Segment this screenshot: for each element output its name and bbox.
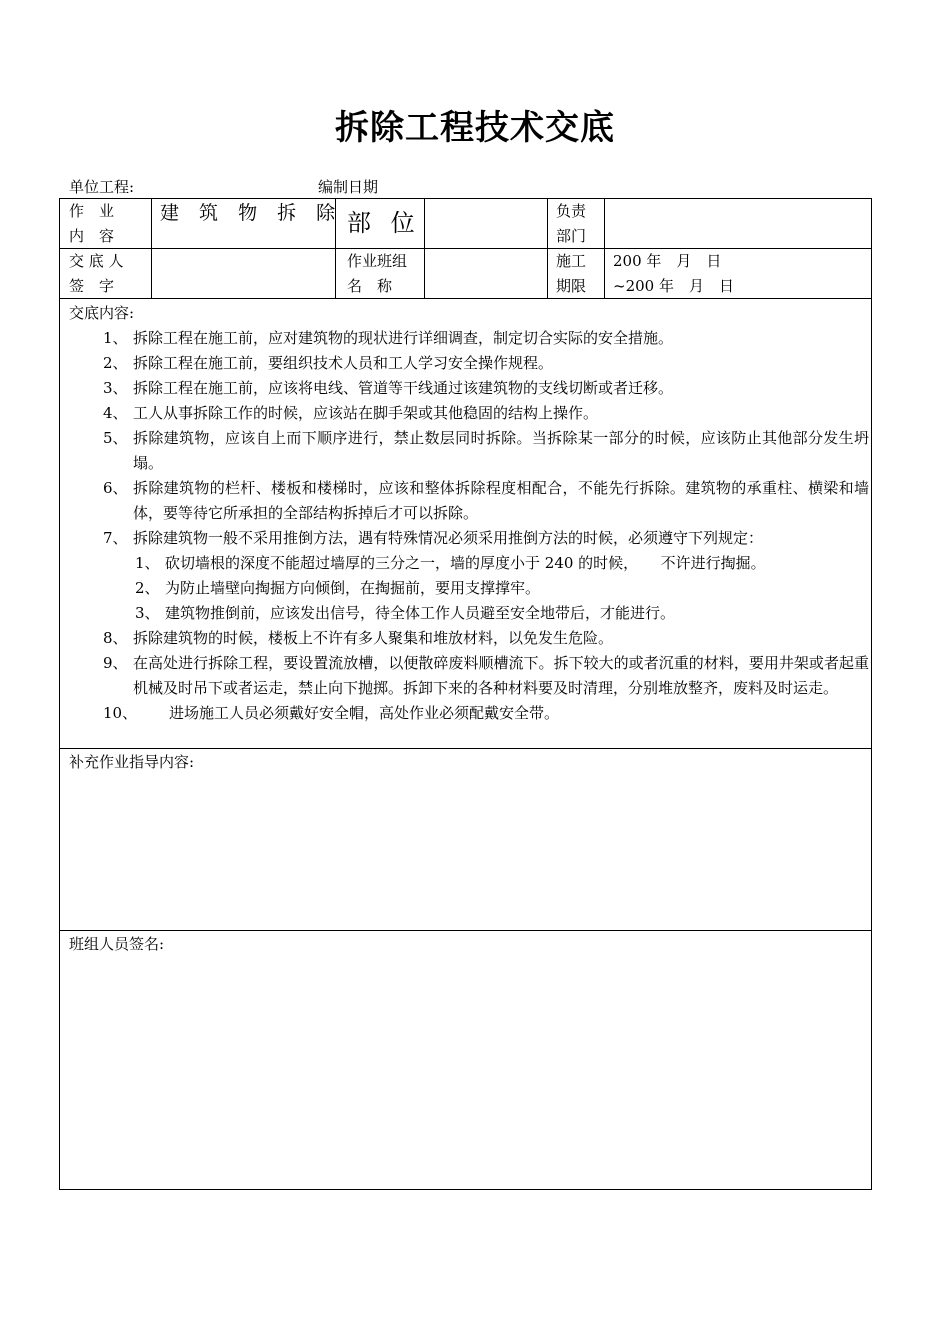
list-item: 3、 拆除工程在施工前，应该将电线、管道等干线通过该建筑物的支线切断或者迁移。	[103, 379, 674, 397]
document-title: 拆除工程技术交底	[335, 108, 615, 148]
list-item: 10、 进场施工人员必须戴好安全帽，高处作业必须配戴安全带。	[103, 704, 560, 722]
list-item: 1、 拆除工程在施工前，应对建筑物的现状进行详细调查，制定切合实际的安全措施。	[103, 329, 674, 347]
col-divider-4	[547, 198, 548, 298]
briefing-content-label: 交底内容:	[69, 304, 135, 322]
col-divider-3	[424, 198, 425, 298]
briefer-signature-label: 交 底 人 签 字	[69, 252, 124, 295]
team-signature-label: 班组人员签名:	[69, 935, 165, 953]
construction-period-label: 施工 期限	[556, 252, 587, 295]
sub-list-item: 1、 砍切墙根的深度不能超过墙厚的三分之一，墙的厚度小于 240 的时候， 不许进行掏掘。	[135, 554, 766, 572]
list-item: 2、 拆除工程在施工前，要组织技术人员和工人学习安全操作规程。	[103, 354, 554, 372]
col-divider-5	[604, 198, 605, 298]
list-item: 8、 拆除建筑物的时候，楼板上不许有多人聚集和堆放材料，以免发生危险。	[103, 629, 614, 647]
row-divider-1	[59, 248, 872, 249]
list-item: 6、 拆除建筑物的栏杆、楼板和楼梯时，应该和整体拆除程度相配合，不能先行拆除。建筑物的承重柱、横梁和墙体，要等待它所承担的全部结构拆掉后才可以拆除。	[103, 479, 869, 522]
list-item: 7、 拆除建筑物一般不采用推倒方法，遇有特殊情况必须采用推倒方法的时候，必须遵守下列规定：	[103, 529, 764, 547]
row-divider-4	[59, 930, 872, 931]
location-label: 部 位	[347, 209, 421, 237]
work-team-label: 作业班组 名 称	[347, 252, 408, 295]
list-item: 9、 在高处进行拆除工程，要设置流放槽，以便散碎废料顺槽流下。拆下较大的或者沉重的材料，要用井架或者起重机械及时吊下或者运走，禁止向下抛掷。拆卸下来的各种材料要及时清理，分别堆放整齐，废料及时运走。	[103, 654, 869, 697]
responsible-dept-label: 负责 部门	[556, 202, 587, 245]
sub-list-item: 3、 建筑物推倒前，应该发出信号，待全体工作人员避至安全地带后，才能进行。	[135, 604, 676, 622]
col-divider-1	[151, 198, 152, 298]
work-content-label: 作 业 内 容	[69, 202, 115, 245]
row-divider-3	[59, 748, 872, 749]
row-divider-2	[59, 298, 872, 299]
sub-list-item: 2、 为防止墙壁向掏掘方向倾倒，在掏掘前，要用支撑撑牢。	[135, 579, 541, 597]
list-item: 5、 拆除建筑物，应该自上而下顺序进行，禁止数层同时拆除。当拆除某一部分的时候，应该防止其他部分发生坍塌。	[103, 429, 869, 472]
briefing-content	[69, 301, 869, 726]
unit-project-label: 单位工程:	[69, 178, 135, 196]
construction-period-value: 200 年 月 日 ~200 年 月 日	[613, 252, 734, 295]
work-content-value: 建 筑 物 拆 除	[160, 202, 343, 224]
supplement-guidance-label: 补充作业指导内容:	[69, 753, 195, 771]
list-item: 4、 工人从事拆除工作的时候，应该站在脚手架或其他稳固的结构上操作。	[103, 404, 599, 422]
compile-date-label: 编制日期	[318, 178, 379, 196]
